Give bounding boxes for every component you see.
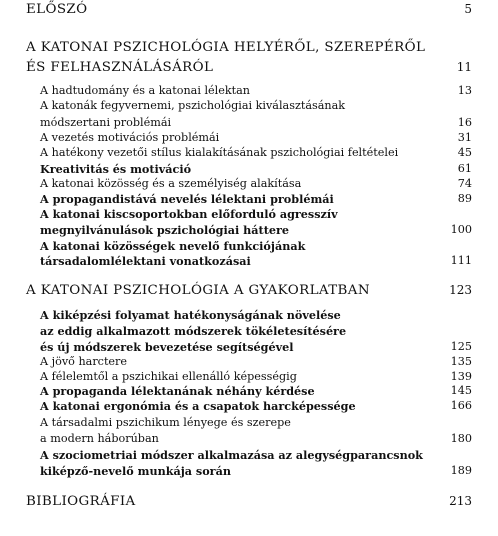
section-title: BIBLIOGRÁFIA — [26, 494, 136, 509]
entry-title: A társadalmi pszichikum lényege és szerepe — [40, 416, 291, 429]
entry-title: A vezetés motivációs problémái — [40, 131, 220, 144]
page-number: 5 — [464, 2, 472, 16]
entry-title: kiképző-nevelő munkája során — [40, 464, 231, 478]
page-number: 123 — [449, 283, 472, 297]
page-number: 111 — [450, 254, 472, 267]
entry-title: A szociometriai módszer alkalmazása az alegységparancsnok — [40, 448, 423, 462]
entry-title: az eddig alkalmazott módszerek tökéletesítésére — [40, 324, 347, 338]
entry-title: A félelemtől a pszichikai ellenálló képességig — [40, 370, 297, 383]
entry-title: A katonai közösségek nevelő funkciójának — [40, 239, 306, 253]
page-number: 213 — [449, 494, 472, 508]
section-title: ELŐSZÓ — [26, 2, 88, 17]
entry-title: A propaganda lélektanának néhány kérdése — [40, 384, 315, 398]
entry-title: A katonai kiscsoportokban előforduló agresszív — [40, 207, 338, 221]
entry-title: A jövő harctere — [40, 355, 128, 368]
page-number: 31 — [457, 131, 472, 144]
page-number: 180 — [450, 432, 472, 445]
entry-title: módszertani problémái — [40, 116, 172, 129]
section-title: A KATONAI PSZICHOLÓGIA A GYAKORLATBAN — [26, 283, 370, 298]
page-number: 135 — [450, 355, 472, 368]
page-number: 100 — [450, 223, 472, 236]
section-title: A KATONAI PSZICHOLÓGIA HELYÉRŐL, SZEREPÉRŐL — [26, 40, 426, 55]
section-title: ÉS FELHASZNÁLÁSÁRÓL — [26, 60, 214, 75]
entry-title: A katonák fegyvernemi, pszichológiai kiválasztásának — [40, 99, 346, 112]
entry-title: A kiképzési folyamat hatékonyságának növelése — [40, 308, 341, 322]
entry-title: A katonai ergonómia és a csapatok harcképessége — [40, 399, 356, 413]
entry-title: A propagandistává nevelés lélektani problémái — [40, 192, 334, 206]
page-number: 189 — [450, 464, 472, 477]
entry-title: társadalomlélektani vonatkozásai — [40, 254, 251, 268]
entry-title: Kreativitás és motiváció — [40, 162, 192, 176]
page-number: 13 — [457, 84, 472, 97]
entry-title: A katonai közösség és a személyiség alakítása — [40, 177, 302, 190]
entry-title: és új módszerek bevezetése segítségével — [40, 340, 294, 354]
entry-title: A hatékony vezetői stílus kialakításának pszichológiai feltételei — [40, 146, 399, 159]
page-number: 125 — [450, 340, 472, 353]
entry-title: A hadtudomány és a katonai lélektan — [40, 84, 251, 97]
page-number: 139 — [450, 370, 472, 383]
entry-title: megnyilvánulások pszichológiai háttere — [40, 223, 289, 237]
page-number: 16 — [457, 116, 472, 129]
page-number: 166 — [450, 399, 472, 412]
page-number: 45 — [457, 146, 472, 159]
page-number: 61 — [457, 162, 472, 175]
entry-title: a modern háborúban — [40, 432, 159, 445]
page-number: 145 — [450, 384, 472, 397]
page-number: 74 — [457, 177, 472, 190]
page-number: 89 — [457, 192, 472, 205]
page-number: 11 — [456, 60, 472, 74]
